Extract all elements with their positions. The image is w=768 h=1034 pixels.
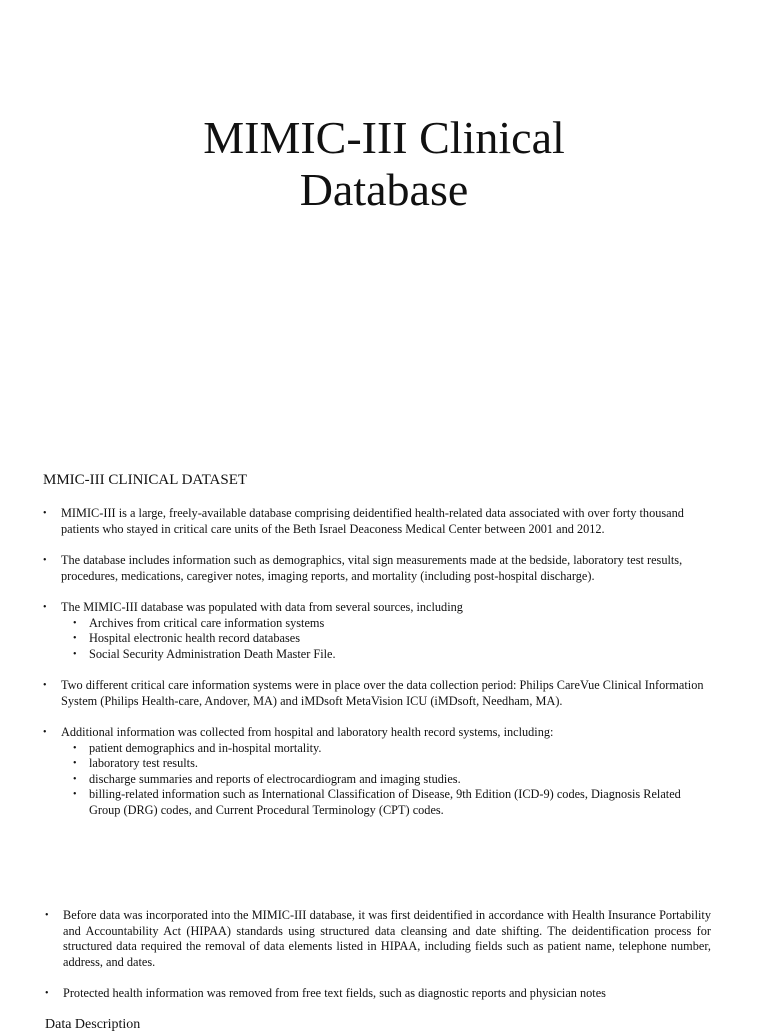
- title-line-1: MIMIC-III Clinical: [203, 112, 565, 163]
- bullet-text: The database includes information such as demographics, vital sign measurements made at the bedside, laboratory test results, procedures, medications, caregiver notes, imaging reports, and mortality (including post-hospital discharge).: [61, 553, 683, 583]
- bullet-text: Additional information was collected from hospital and laboratory health record systems, including:: [61, 725, 554, 739]
- sub-list-item: • discharge summaries and reports of electrocardiogram and imaging studies.: [61, 772, 715, 788]
- sub-list-item: • Archives from critical care information systems: [61, 616, 715, 632]
- bullet-text: The MIMIC-III database was populated with data from several sources, including: [61, 600, 463, 614]
- slide-title: [0, 112, 768, 216]
- bullet-text: MIMIC-III is a large, freely-available database comprising deidentified health-related data associated with over forty thousand patients who stayed in critical care units of the Beth Israel Deaconess Medical Center between 2001 and 2012.: [61, 506, 684, 536]
- bullet-text: Before data was incorporated into the MIMIC-III database, it was first deidentified in accordance with Health Insurance Portability and Accountability Act (HIPAA) standards using structured data cleansing and date shifting. The deidentification process for structured data required the removal of data elements listed in HIPAA, including fields such as patient name, telephone number, address, and dates.: [63, 908, 711, 969]
- list-item: [43, 506, 715, 537]
- bullet-text: Protected health information was removed from free text fields, such as diagnostic reports and physician notes: [63, 986, 606, 1000]
- list-item: [43, 553, 715, 584]
- title-line-2: Database: [299, 164, 469, 215]
- sub-list-item: • Hospital electronic health record databases: [61, 631, 715, 647]
- deidentification-bullet-list: [45, 908, 711, 1018]
- additional-info-sub-list: [61, 741, 715, 819]
- list-item: [43, 725, 715, 818]
- section-heading: MMIC-III CLINICAL DATASET: [43, 472, 248, 488]
- list-item: [43, 678, 715, 709]
- sub-list-item: • billing-related information such as International Classification of Disease, 9th Edition (ICD-9) codes, Diagnosis Related Group (DRG) codes, and Current Procedural Terminology (CPT) codes.: [61, 787, 715, 818]
- footer-heading: Data Description: [45, 1017, 141, 1032]
- list-item: [45, 986, 711, 1002]
- dataset-bullet-list: [43, 506, 715, 834]
- sources-sub-list: [61, 616, 715, 663]
- sub-list-item: • patient demographics and in-hospital mortality.: [61, 741, 715, 757]
- sub-list-item: • Social Security Administration Death Master File.: [61, 647, 715, 663]
- sub-list-item: • laboratory test results.: [61, 756, 715, 772]
- list-item: [45, 908, 711, 970]
- bullet-text: Two different critical care information systems were in place over the data collection period: Philips CareVue Clinical Information System (Philips Health-care, Andover, MA) and iMDsoft MetaVision ICU (iMDsoft, Needham, MA).: [61, 678, 704, 708]
- list-item: [43, 600, 715, 662]
